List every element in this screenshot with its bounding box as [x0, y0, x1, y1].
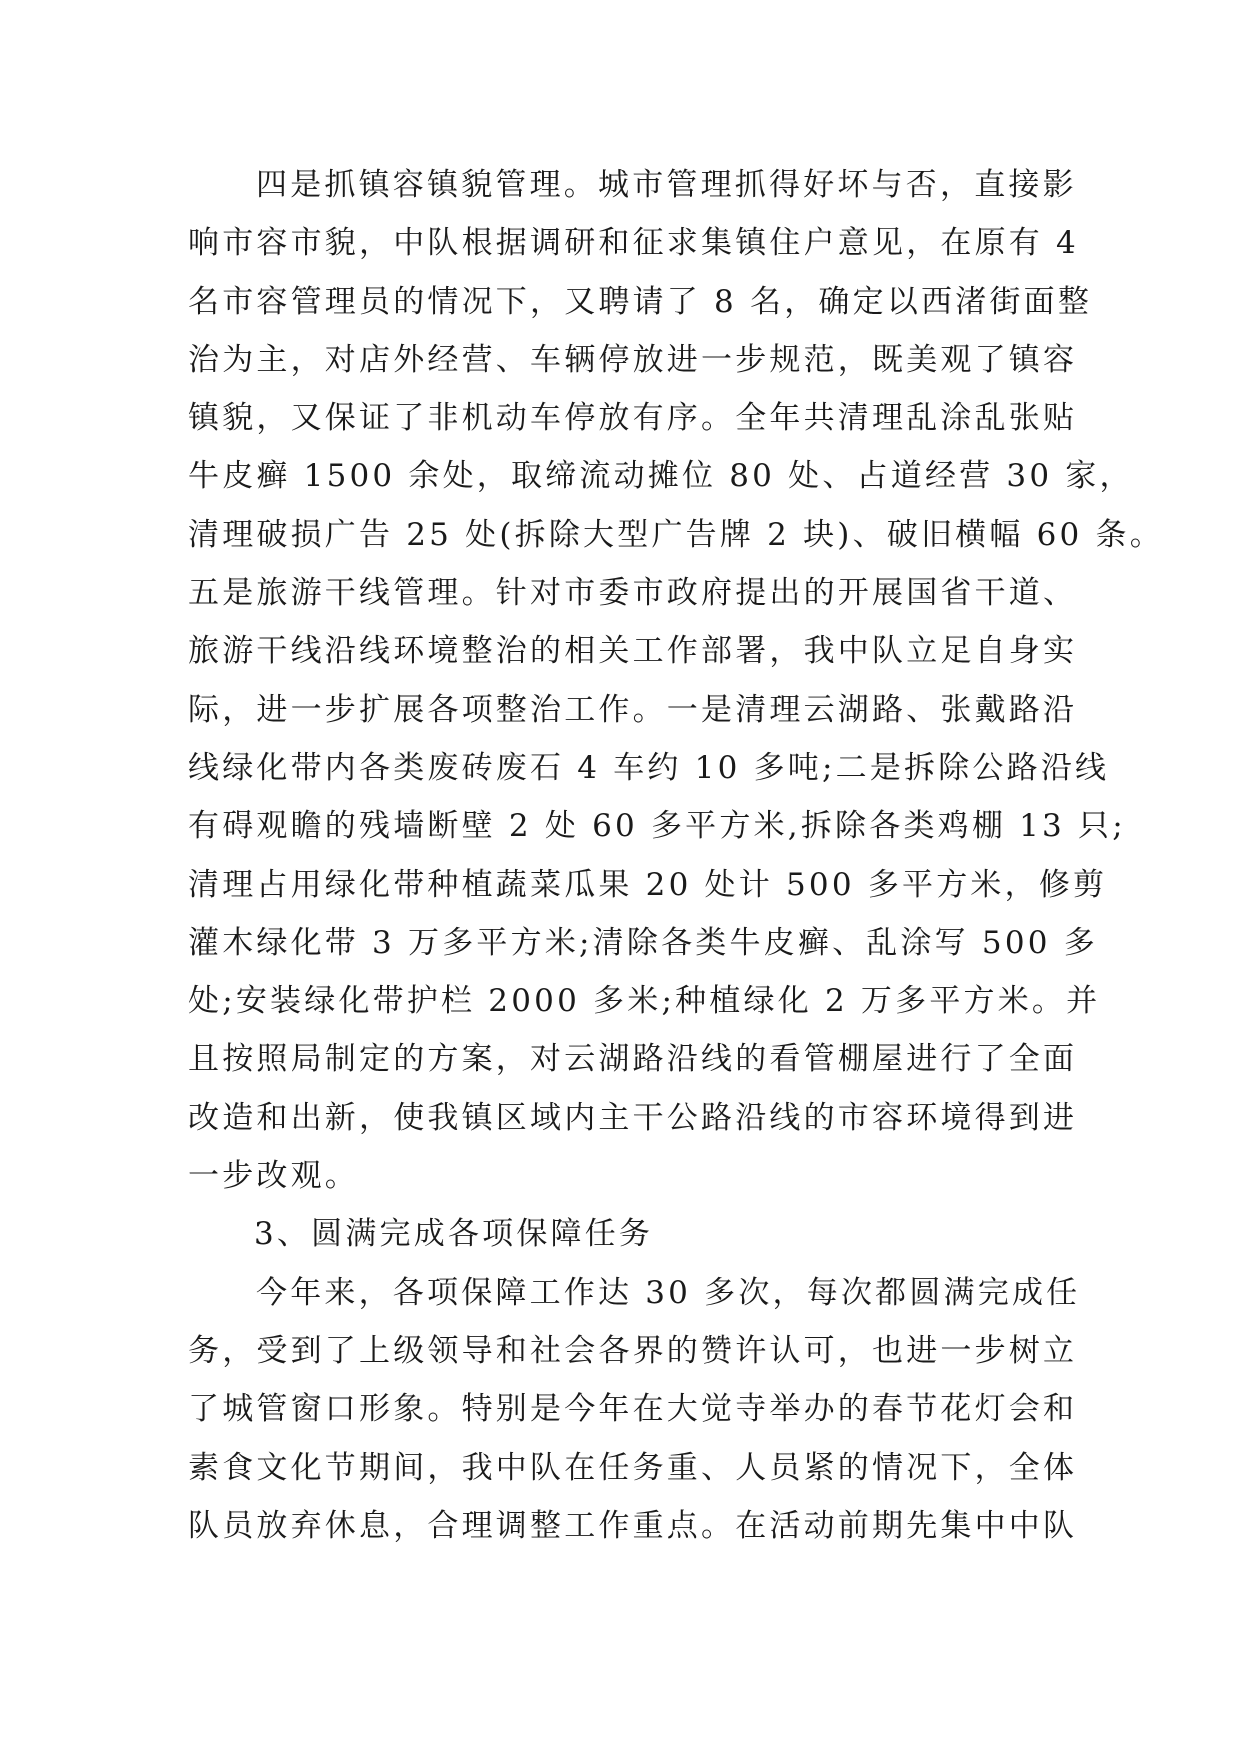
- paragraph-line: 了城管窗口形象。特别是今年在大觉寺举办的春节花灯会和: [188, 1391, 1078, 1428]
- paragraph-line: 处;安装绿化带护栏 2000 多米;种植绿化 2 万多平方米。并: [188, 983, 1101, 1020]
- paragraph-line: 务，受到了上级领导和社会各界的赞许认可，也进一步树立: [188, 1332, 1078, 1369]
- paragraph-line: 四是抓镇容镇貌管理。城市管理抓得好坏与否，直接影: [256, 167, 1077, 203]
- paragraph-line: 灌木绿化带 3 万多平方米;清除各类牛皮癣、乱涂写 500 多: [188, 924, 1098, 961]
- paragraph-line: 镇貌，又保证了非机动车停放有序。全年共清理乱涂乱张贴: [188, 400, 1078, 437]
- paragraph-line: 际，进一步扩展各项整治工作。一是清理云湖路、张戴路沿: [188, 691, 1078, 728]
- paragraph-line: 清理占用绿化带种植蔬菜瓜果 20 处计 500 多平方米，修剪: [188, 866, 1108, 903]
- paragraph-line: 清理破损广告 25 处(拆除大型广告牌 2 块)、破旧横幅 60 条。: [188, 516, 1164, 553]
- paragraph-line: 治为主，对店外经营、车辆停放进一步规范，既美观了镇容: [188, 341, 1078, 378]
- paragraph-line: 队员放弃休息，合理调整工作重点。在活动前期先集中中队: [188, 1507, 1078, 1544]
- paragraph-line: 五是旅游干线管理。针对市委市政府提出的开展国省干道、: [188, 575, 1078, 612]
- paragraph-line: 素食文化节期间，我中队在任务重、人员紧的情况下，全体: [188, 1449, 1078, 1486]
- paragraph-line: 线绿化带内各类废砖废石 4 车约 10 多吨;二是拆除公路沿线: [188, 749, 1110, 786]
- paragraph-line: 名市容管理员的情况下，又聘请了 8 名，确定以西渚街面整: [188, 283, 1093, 320]
- paragraph-line: 且按照局制定的方案，对云湖路沿线的看管棚屋进行了全面: [188, 1041, 1078, 1078]
- paragraph-line: 今年来，各项保障工作达 30 多次，每次都圆满完成任: [256, 1274, 1081, 1311]
- paragraph-line: 响市容市貌，中队根据调研和征求集镇住户意见，在原有 4: [188, 225, 1079, 262]
- paragraph-line: 牛皮癣 1500 余处，取缔流动摊位 80 处、占道经营 30 家，: [188, 458, 1134, 495]
- paragraph-line: 改造和出新，使我镇区域内主干公路沿线的市容环境得到进: [188, 1099, 1078, 1136]
- paragraph-line: 一步改观。: [188, 1158, 359, 1195]
- body-text: [188, 156, 1164, 1555]
- paragraph-line: 旅游干线沿线环境整治的相关工作部署，我中队立足自身实: [188, 633, 1078, 670]
- paragraph-line: 有碍观瞻的残墙断壁 2 处 60 多平方米,拆除各类鸡棚 13 只;: [188, 808, 1126, 845]
- section-heading: 3、圆满完成各项保障任务: [254, 1216, 654, 1253]
